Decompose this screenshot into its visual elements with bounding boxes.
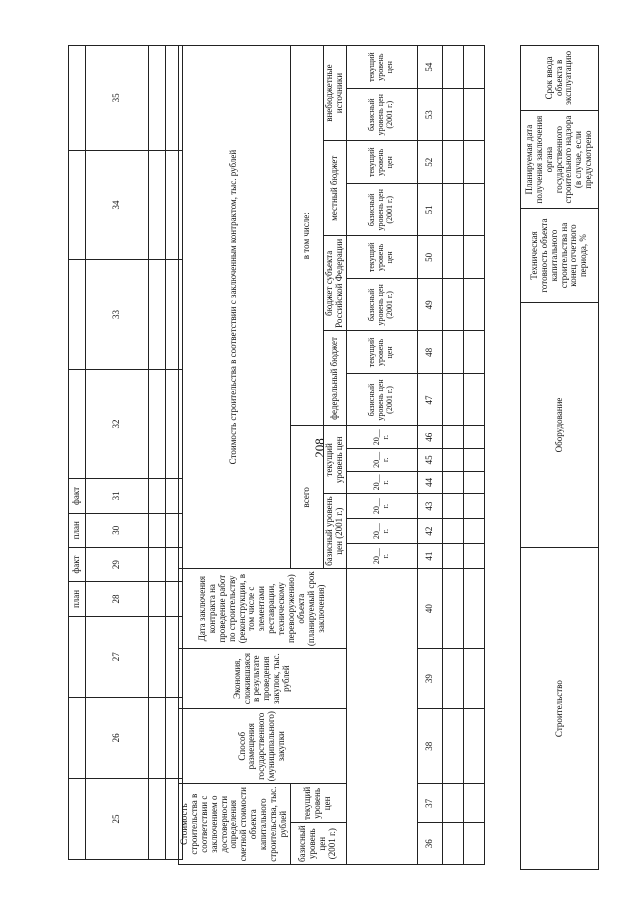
- empty-cell: [442, 46, 463, 89]
- column-number: 29: [86, 547, 149, 581]
- top-group-cell: [69, 150, 86, 259]
- main-header-row-1: [179, 46, 291, 865]
- header-total: всего: [290, 426, 323, 569]
- column-number: 51: [417, 184, 442, 236]
- header-basic: базисный уровень цен (2001 г.): [346, 279, 417, 331]
- empty-cell: [463, 374, 484, 426]
- header-basic-2001: базисный уровень цен (2001 г.): [290, 823, 346, 865]
- top-group-fact: факт: [69, 547, 86, 581]
- header-readiness: Техническая готовность объекта капитального строительства на конец отчетного периода, %: [521, 209, 599, 302]
- empty-cell: [463, 279, 484, 331]
- empty-cell: [442, 823, 463, 865]
- empty-cell: [149, 513, 166, 547]
- main-number-row: [417, 46, 442, 865]
- empty-cell: [442, 784, 463, 823]
- header-planned-date: Планируемая дата получения заключения органа государственного строительного надзора (в случае, если предусмотрено: [521, 110, 599, 209]
- top-group-cell: [69, 616, 86, 697]
- column-number: 36: [417, 823, 442, 865]
- column-number: 40: [417, 569, 442, 649]
- column-number: 25: [86, 778, 149, 859]
- header-federal: федеральный бюджет: [323, 331, 346, 426]
- column-number: 34: [86, 150, 149, 259]
- empty-cell: [442, 519, 463, 544]
- header-current: текущий уровень цен: [346, 141, 417, 184]
- bottom-header-row: [521, 46, 599, 870]
- empty-cell: [442, 649, 463, 709]
- empty-cell: [463, 236, 484, 279]
- header-extrabudget: внебюджетные источники: [323, 46, 346, 141]
- column-number: 39: [417, 649, 442, 709]
- header-basic: базисный уровень цен (2001 г.): [346, 374, 417, 426]
- header-current: текущий уровень цен: [290, 784, 346, 823]
- page-number: 208: [312, 438, 327, 458]
- column-number: 33: [86, 260, 149, 369]
- empty-cell: [149, 479, 166, 513]
- empty-cell: [463, 544, 484, 569]
- header-including: в том числе:: [290, 46, 323, 426]
- header-year: 20__ г.: [346, 519, 417, 544]
- header-current: текущий уровень цен: [346, 236, 417, 279]
- empty-cell: [149, 46, 166, 151]
- top-group-plan: план: [69, 582, 86, 616]
- column-number: 30: [86, 513, 149, 547]
- top-group-plan: план: [69, 513, 86, 547]
- empty-cell: [463, 784, 484, 823]
- header-blank: [346, 569, 417, 865]
- header-total-current: текущий уровень цен: [323, 426, 346, 494]
- header-year: 20__ г.: [346, 449, 417, 472]
- header-contract-date: Дата заключения контракта на проведение работ по строительству (реконструкции, в том числе с элементами реставрации, техническому перевооружению) объекта (планируемый срок заключения): [179, 569, 347, 649]
- column-number: 31: [86, 479, 149, 513]
- empty-cell: [442, 569, 463, 649]
- main-header-row-4: [346, 46, 417, 865]
- main-empty-row: [463, 46, 484, 865]
- empty-cell: [149, 697, 166, 778]
- top-table: [68, 45, 183, 860]
- empty-cell: [442, 709, 463, 784]
- empty-cell: [442, 426, 463, 449]
- empty-cell: [463, 471, 484, 494]
- empty-cell: [442, 494, 463, 519]
- main-table: [178, 45, 485, 865]
- header-commissioning: Срок ввода объекта в эксплуатацию: [521, 46, 599, 111]
- header-basic: базисный уровень цен (2001 г.): [346, 184, 417, 236]
- empty-cell: [463, 449, 484, 472]
- empty-cell: [463, 184, 484, 236]
- empty-cell: [463, 823, 484, 865]
- empty-cell: [149, 778, 166, 859]
- column-number: 50: [417, 236, 442, 279]
- empty-cell: [442, 331, 463, 374]
- column-number: 54: [417, 46, 442, 89]
- top-table-number-row: [86, 46, 149, 860]
- header-cost-contracted: Стоимость строительства в соответствии с заключенным контрактом, тыс. рублей: [179, 46, 291, 569]
- header-basic: базисный уровень цен (2001 г.): [346, 89, 417, 141]
- empty-cell: [149, 616, 166, 697]
- top-group-fact: факт: [69, 479, 86, 513]
- column-number: 32: [86, 369, 149, 478]
- empty-cell: [463, 569, 484, 649]
- column-number: 47: [417, 374, 442, 426]
- header-economy: Экономия, сложившаяся в результате проведения закупок, тыс. рублей: [179, 649, 347, 709]
- column-number: 27: [86, 616, 149, 697]
- top-table-group-row: [69, 46, 86, 860]
- header-year: 20__ г.: [346, 544, 417, 569]
- header-current: текущий уровень цен: [346, 46, 417, 89]
- empty-cell: [149, 260, 166, 369]
- header-current: текущий уровень цен: [346, 331, 417, 374]
- empty-cell: [442, 471, 463, 494]
- empty-cell: [442, 236, 463, 279]
- empty-cell: [463, 46, 484, 89]
- top-group-cell: [69, 369, 86, 478]
- empty-cell: [149, 547, 166, 581]
- top-table-empty-row: [149, 46, 166, 860]
- column-number: 26: [86, 697, 149, 778]
- empty-cell: [442, 449, 463, 472]
- column-number: 46: [417, 426, 442, 449]
- header-total-basic: базисный уровень цен (2001 г.): [323, 494, 346, 569]
- header-construction: Строительство: [521, 548, 599, 870]
- column-number: 48: [417, 331, 442, 374]
- empty-cell: [463, 709, 484, 784]
- main-empty-row: [442, 46, 463, 865]
- empty-cell: [463, 519, 484, 544]
- empty-cell: [463, 494, 484, 519]
- header-year: 20__ г.: [346, 494, 417, 519]
- empty-cell: [442, 89, 463, 141]
- column-number: 28: [86, 582, 149, 616]
- empty-cell: [442, 141, 463, 184]
- top-group-cell: [69, 260, 86, 369]
- empty-cell: [463, 426, 484, 449]
- empty-cell: [463, 89, 484, 141]
- header-equipment: Оборудование: [521, 302, 599, 548]
- column-number: 43: [417, 494, 442, 519]
- top-group-cell: [69, 697, 86, 778]
- header-local: местный бюджет: [323, 141, 346, 236]
- top-group-cell: [69, 46, 86, 151]
- empty-cell: [442, 279, 463, 331]
- bottom-table: [520, 45, 599, 870]
- empty-cell: [149, 150, 166, 259]
- empty-cell: [442, 544, 463, 569]
- header-procurement-method: Способ размещения государственного (муниципального) закупки: [179, 709, 347, 784]
- column-number: 35: [86, 46, 149, 151]
- empty-cell: [463, 649, 484, 709]
- header-regional: бюджет субъекта Российской Федерации: [323, 236, 346, 331]
- header-year: 20__ г.: [346, 471, 417, 494]
- empty-cell: [442, 374, 463, 426]
- column-number: 42: [417, 519, 442, 544]
- column-number: 44: [417, 471, 442, 494]
- empty-cell: [463, 141, 484, 184]
- empty-cell: [149, 582, 166, 616]
- empty-cell: [463, 331, 484, 374]
- header-cost-conclusion: Стоимость строительства в соответствии с заключением о достоверности определения сметной стоимости объекта капитального строительства, тыс. рублей: [179, 784, 291, 865]
- column-number: 52: [417, 141, 442, 184]
- column-number: 49: [417, 279, 442, 331]
- top-group-cell: [69, 778, 86, 859]
- column-number: 41: [417, 544, 442, 569]
- empty-cell: [442, 184, 463, 236]
- column-number: 37: [417, 784, 442, 823]
- empty-cell: [149, 369, 166, 478]
- header-year: 20__ г.: [346, 426, 417, 449]
- column-number: 45: [417, 449, 442, 472]
- column-number: 38: [417, 709, 442, 784]
- column-number: 53: [417, 89, 442, 141]
